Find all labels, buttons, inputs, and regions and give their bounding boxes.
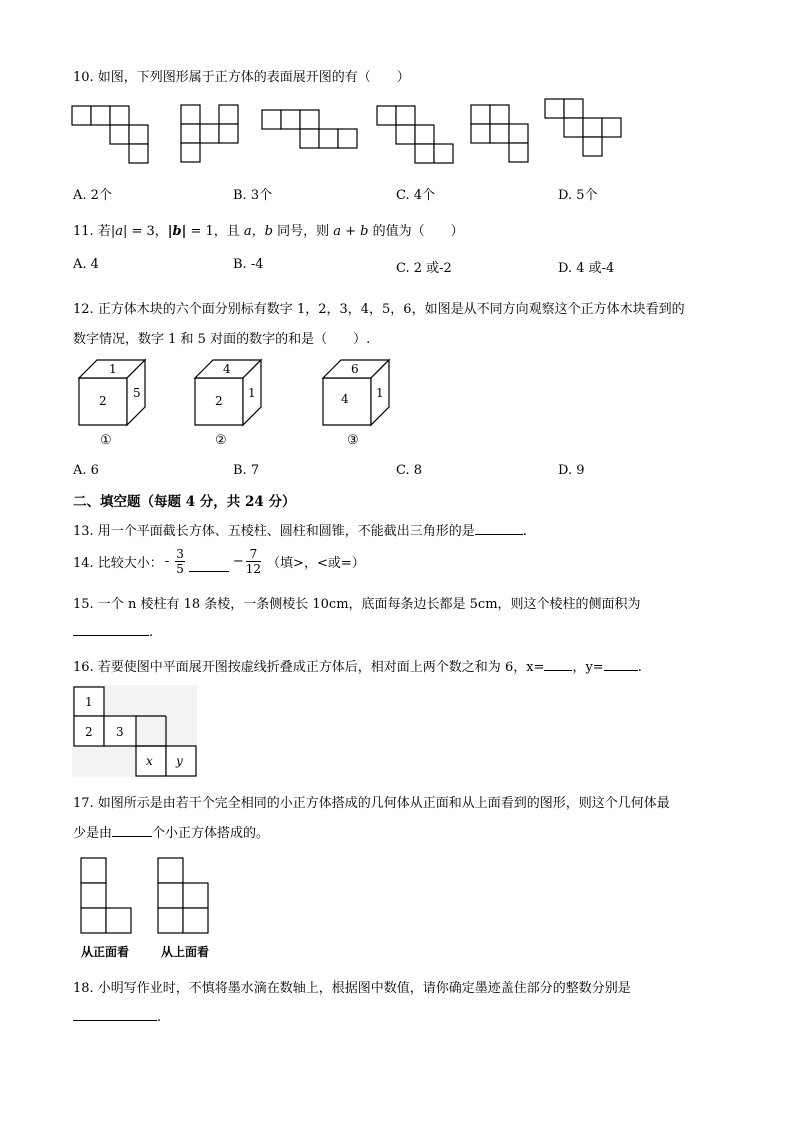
q12-cube3-label: ③: [347, 433, 359, 448]
q16-y-blank: [604, 658, 638, 671]
q17-caption-front: 从正面看: [81, 945, 130, 959]
q18-answer-blank: [73, 1008, 157, 1021]
svg-text:3: 3: [116, 725, 124, 739]
cube1-right-number: 5: [133, 386, 141, 400]
q10-net-1: [72, 106, 152, 166]
q10-stem: 10. 如图，下列图形属于正方体的表面展开图的有（ ）: [73, 70, 410, 85]
q17-caption-top: 从上面看: [161, 945, 210, 959]
q10-option-d: D. 5个: [558, 188, 598, 203]
q17-front-view: [81, 858, 136, 938]
q10-option-b: B. 3个: [233, 188, 273, 203]
q12-line1: 12. 正方体木块的六个面分别标有数字 1，2，3，4，5，6，如图是从不同方向观察这个正方体木块看到的: [73, 302, 685, 317]
cube2-front-number: 2: [215, 394, 223, 408]
q12-option-a: A. 6: [73, 463, 99, 478]
q12-cube1-label: ①: [100, 433, 112, 448]
q12-cube-2: [195, 360, 275, 430]
q16-net-figure: [72, 685, 202, 780]
q17-answer-blank: [112, 824, 152, 837]
q16-x-blank: [544, 658, 572, 671]
q12-cube-3: [323, 360, 403, 430]
q14-answer-blank: [189, 559, 229, 572]
cube3-front-number: 4: [341, 392, 349, 406]
q10-net-6: [545, 99, 625, 159]
q10-net-2: [181, 105, 241, 165]
cube3-top-number: 6: [351, 362, 359, 376]
q17-top-view: [158, 858, 213, 938]
q15-answer-blank: [73, 623, 149, 636]
q12-line2: 数字情况，数字 1 和 5 对面的数字的和是（ ）.: [73, 332, 371, 347]
cube3-right-number: 1: [376, 386, 384, 400]
cube2-top-number: 4: [223, 362, 231, 376]
q10-option-c: C. 4个: [396, 188, 436, 203]
q12-cube-1: [79, 360, 159, 430]
q14-stem: 14. 比较大小： - $\frac{3}{5}$ − $\frac{7}{12}$ （填>，<或=）: [73, 547, 365, 576]
q14-fraction-2: $\frac{7}{12}$: [245, 547, 262, 576]
svg-text:1: 1: [85, 695, 93, 709]
q16-stem: 16. 若要使图中平面展开图按虚线折叠成正方体后，相对面上两个数之和为 6，x= ，y= .: [73, 660, 642, 675]
q12-option-b: B. 7: [233, 463, 260, 478]
q11-stem: 11. 若|a| = 3，|b| = 1，且 a，b 同号，则 a + b 的值为（ ）: [73, 224, 464, 239]
q18-line1: 18. 小明写作业时，不慎将墨水滴在数轴上，根据图中数值，请你确定墨迹盖住部分的整数分别是: [73, 981, 631, 996]
q10-net-3: [262, 110, 362, 155]
q17-line1: 17. 如图所示是由若干个完全相同的小正方体搭成的几何体从正面和从上面看到的图形，则这个几何体最: [73, 796, 670, 811]
q13-answer-blank: [475, 522, 523, 535]
q11-option-c: C. 2 或-2: [396, 261, 452, 276]
svg-text:y: y: [176, 754, 183, 768]
q10-net-5: [471, 105, 536, 165]
q17-line2: 少是由 个小正方体搭成的。: [73, 826, 270, 841]
svg-text:x: x: [146, 754, 153, 768]
cube1-front-number: 2: [99, 394, 107, 408]
section-heading: 二、填空题（每题 4 分，共 24 分）: [73, 494, 296, 510]
q13-stem: 13. 用一个平面截长方体、五棱柱、圆柱和圆锥，不能截出三角形的是 .: [73, 524, 527, 539]
q11-option-d: D. 4 或-4: [558, 261, 615, 276]
q12-option-d: D. 9: [558, 463, 585, 478]
cube2-right-number: 1: [248, 386, 256, 400]
q10-option-a: A. 2个: [73, 188, 112, 203]
q10-net-4: [377, 106, 457, 166]
q14-fraction-1: $\frac{3}{5}$: [176, 547, 184, 576]
q11-option-b: B. -4: [233, 257, 264, 272]
svg-text:2: 2: [85, 725, 93, 739]
q12-option-c: C. 8: [396, 463, 423, 478]
q18-line2: .: [73, 1008, 161, 1025]
q15-line2: .: [73, 623, 153, 640]
q12-cube2-label: ②: [215, 433, 227, 448]
q11-option-a: A. 4: [73, 257, 99, 272]
q15-line1: 15. 一个 n 棱柱有 18 条棱，一条侧棱长 10cm，底面每条边长都是 5cm，则这个棱柱的侧面积为: [73, 597, 641, 612]
cube1-top-number: 1: [109, 362, 117, 376]
